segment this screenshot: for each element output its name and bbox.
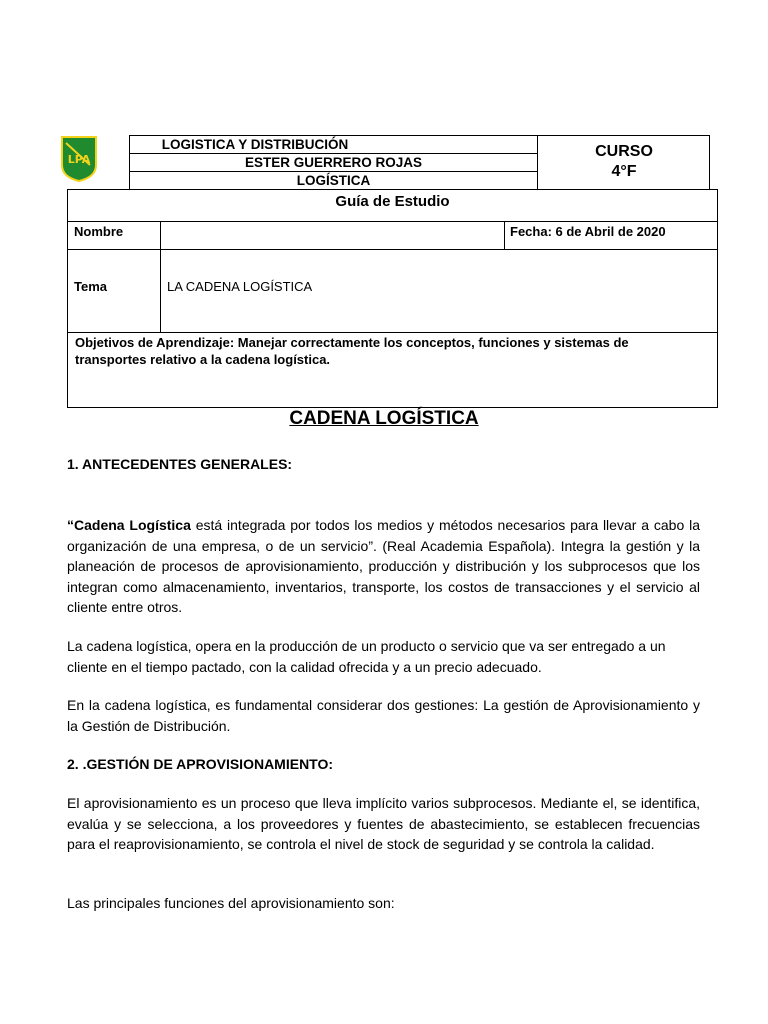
section-2-heading: 2. .GESTIÓN DE APROVISIONAMIENTO: — [67, 756, 334, 772]
nombre-label: Nombre — [74, 224, 124, 239]
school-crest-icon — [60, 135, 98, 183]
section-1-heading: 1. ANTECEDENTES GENERALES: — [67, 456, 293, 472]
paragraph-2: La cadena logística, opera en la producción de un producto o servicio que va ser entregado a un cliente en el tiempo pactado, con la calidad ofrecida y a un precio adecuado. — [67, 638, 666, 675]
paragraph-3: En la cadena logística, es fundamental considerar dos gestiones: La gestión de Aprovisionamiento y la Gestión de Distribución. — [67, 697, 700, 734]
paragraph-1 — [67, 515, 700, 618]
guide-title: Guía de Estudio — [335, 193, 450, 210]
logo-text: LPA — [67, 153, 91, 166]
paragraph-5: Las principales funciones del aprovisionamiento son: — [67, 895, 395, 911]
module-name: LOGÍSTICA — [296, 173, 371, 188]
objetivos-line-1: Objetivos de Aprendizaje: Manejar correctamente los conceptos, funciones y sistemas de — [75, 335, 629, 350]
fecha-label: Fecha: 6 de Abril de 2020 — [510, 224, 666, 239]
guide-row-divider — [67, 332, 718, 333]
guide-col-divider — [160, 221, 161, 333]
guide-col-divider — [504, 221, 505, 250]
tema-value: LA CADENA LOGÍSTICA — [167, 279, 313, 294]
course-label: CURSO — [595, 143, 653, 160]
guide-row-divider — [67, 221, 718, 222]
subject-title: LOGISTICA Y DISTRIBUCIÓN — [161, 137, 349, 152]
tema-label: Tema — [74, 279, 107, 294]
teacher-name: ESTER GUERRERO ROJAS — [244, 155, 423, 170]
course-value: 4°F — [611, 163, 637, 180]
paragraph-4: El aprovisionamiento es un proceso que lleva implícito varios subprocesos. Mediante el, se identifica, evalúa y se selecciona, a los proveedores y fuentes de abastecimiento, se establecen frecuencias para el reaprovisionamiento, se controla el nivel de stock de seguridad y se controla la calidad. — [67, 795, 700, 852]
guide-row-divider — [67, 249, 718, 250]
main-title: CADENA LOGÍSTICA — [289, 408, 479, 429]
paragraph-1-bold: “Cadena Logística — [67, 517, 191, 533]
objetivos-line-2: transportes relativo a la cadena logística. — [75, 352, 331, 367]
paragraph-1-text: está integrada por todos los medios y métodos necesarios para llevar a cabo la organización de una empresa, o de un servicio”. (Real Academia Española). Integra la gestión y la planeación de procesos de aprovisionamiento, producción y distribución y los subprocesos que los integran como almacenamiento, inventarios, transporte, los costos de transacciones y el servicio al cliente entre otros. — [67, 517, 700, 615]
logo — [60, 135, 98, 183]
